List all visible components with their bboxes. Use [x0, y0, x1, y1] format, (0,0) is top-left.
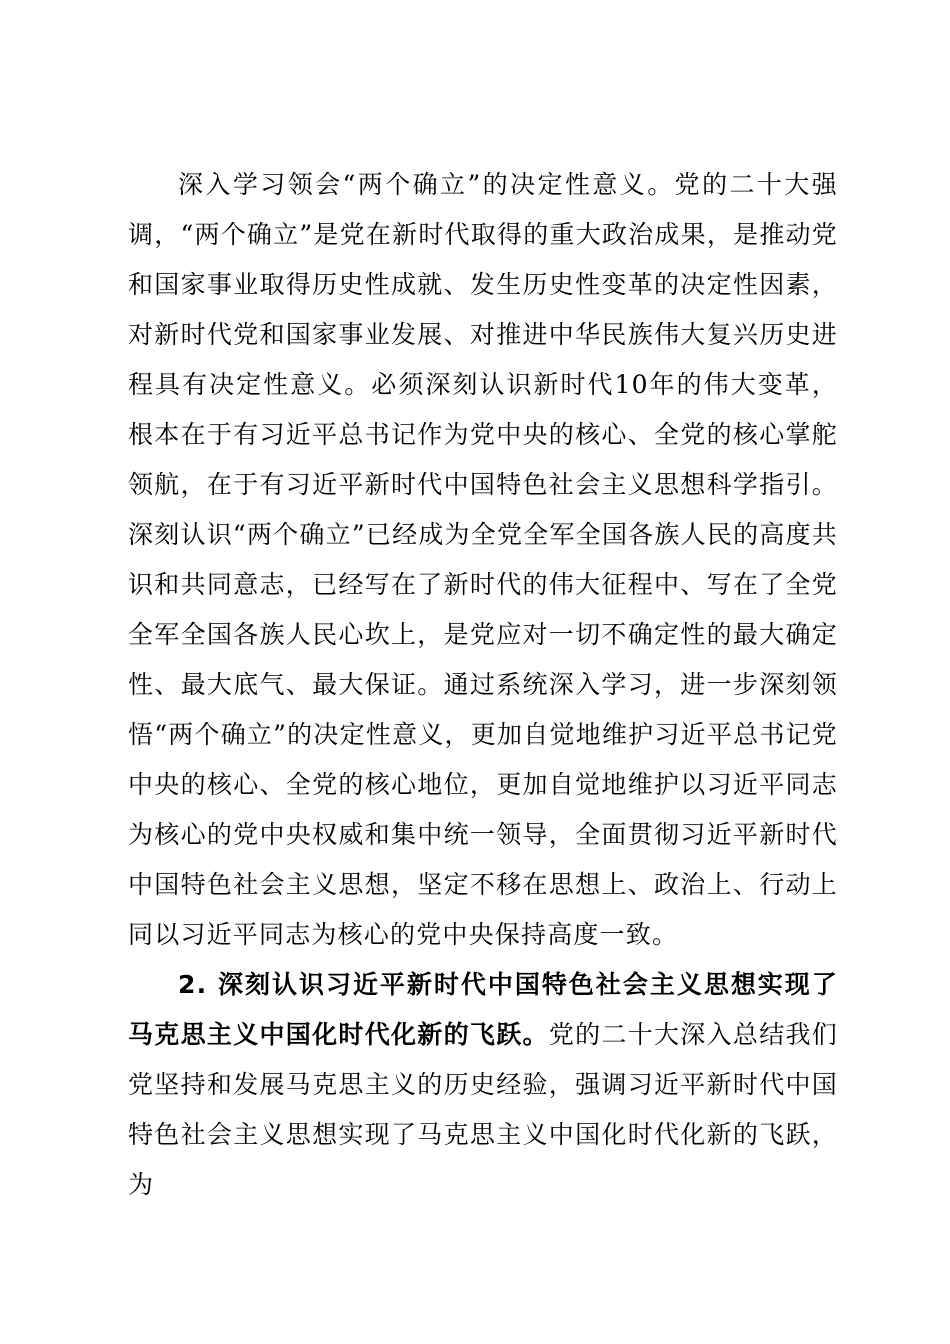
section-heading: 2. 深刻认识习近平新时代中国特色社会主义思想实现了马克思主义中国化时代化新的飞跃。 — [128, 970, 838, 1049]
paragraph-section-2 — [128, 960, 838, 1210]
paragraph-body-text: 党的二十大深入总结我们党坚持和发展马克思主义的历史经验，强调习近平新时代中国特色社会主义思想实现了马克思主义中国化时代化新的飞跃，为 — [128, 1020, 839, 1199]
paragraph-body-text: 深入学习领会“两个确立”的决定性意义。党的二十大强调，“两个确立”是党在新时代取得的重大政治成果，是推动党和国家事业取得历史性成就、发生历史性变革的决定性因素，对新时代党和国家事业发展、对推进中华民族伟大复兴历史进程具有决定性意义。必须深刻认识新时代10年的伟大变革，根本在于有习近平总书记作为党中央的核心、全党的核心掌舵领航，在于有习近平新时代中国特色社会主义思想科学指引。深刻认识“两个确立”已经成为全党全军全国各族人民的高度共识和共同意志，已经写在了新时代的伟大征程中、写在了全党全军全国各族人民心坎上，是党应对一切不确定性的最大确定性、最大底气、最大保证。通过系统深入学习，进一步深刻领悟“两个确立”的决定性意义，更加自觉地维护习近平总书记党中央的核心、全党的核心地位，更加自觉地维护以习近平同志为核心的党中央权威和集中统一领导，全面贯彻习近平新时代中国特色社会主义思想，坚定不移在思想上、政治上、行动上同以习近平同志为核心的党中央保持高度一致。 — [128, 170, 838, 949]
paragraph-two-establishments — [128, 160, 838, 960]
